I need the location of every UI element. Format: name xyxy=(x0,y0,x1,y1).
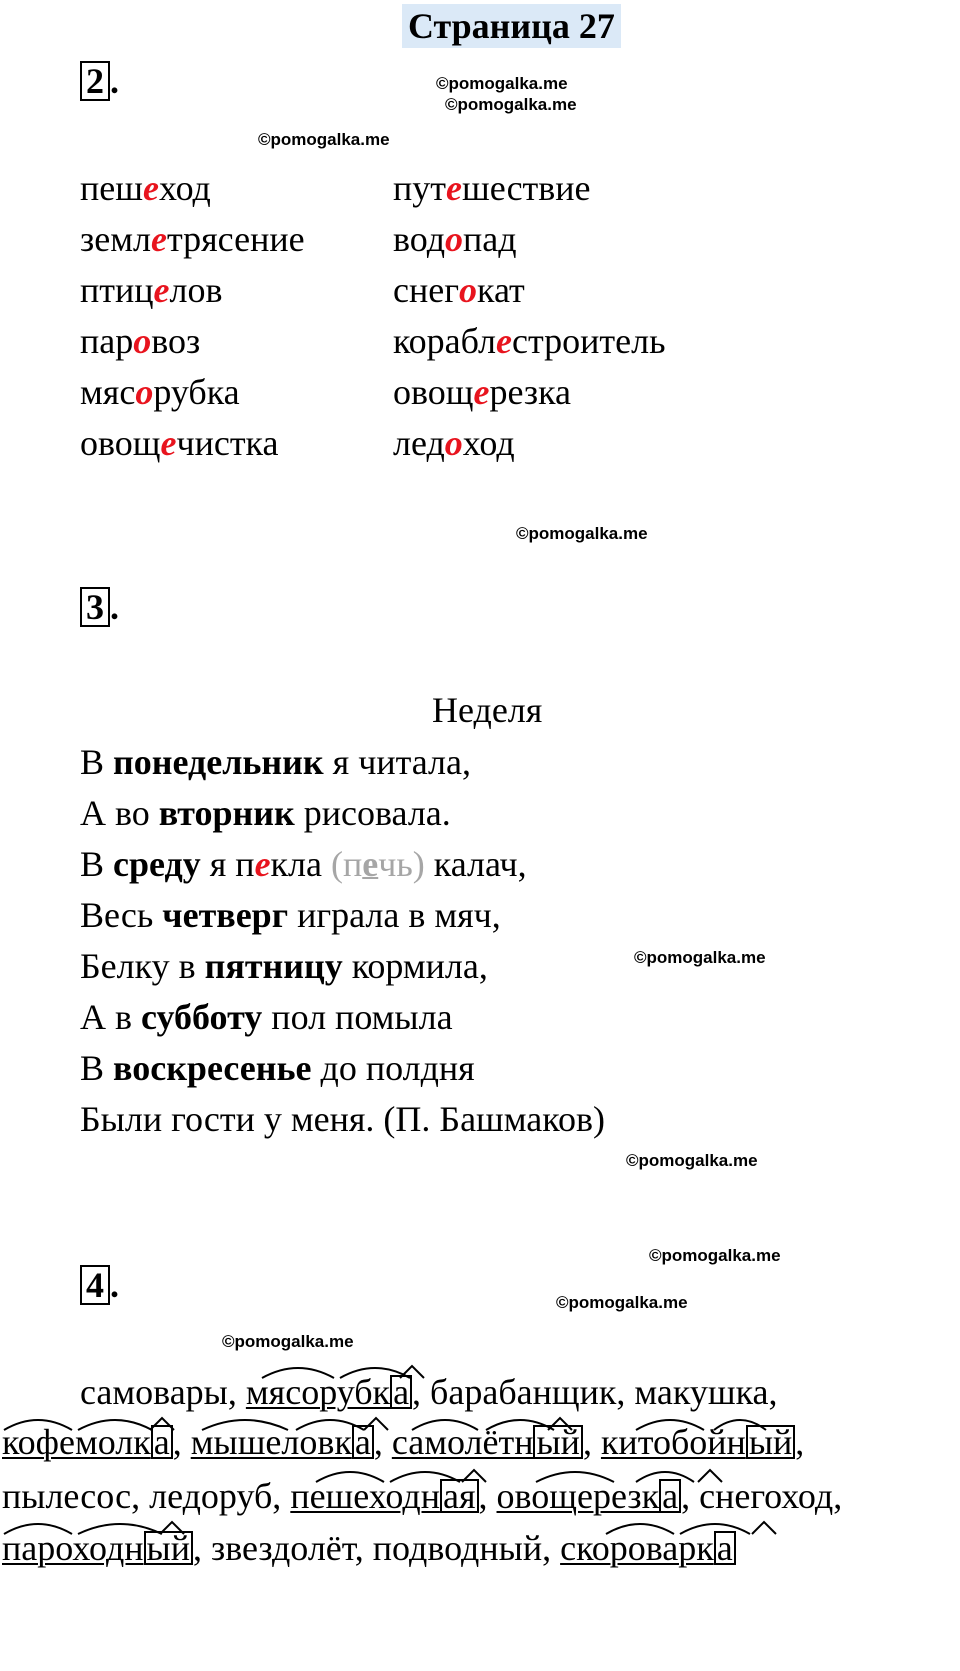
word-item: мясорубка xyxy=(80,372,240,412)
word-column-right xyxy=(393,168,666,474)
root-arc xyxy=(262,1368,334,1378)
word-item: пешеход xyxy=(80,168,211,208)
ending-box: а xyxy=(352,1425,374,1459)
root-arc xyxy=(714,1420,766,1430)
analyzed-word: скороварка xyxy=(560,1528,736,1568)
poem-title: Неделя xyxy=(432,690,543,730)
watermark: ©pomogalka.me xyxy=(445,95,577,114)
word-item: овощерезка xyxy=(393,372,572,412)
root-arc xyxy=(486,1420,554,1430)
ending-box: ый xyxy=(746,1425,795,1459)
root-arcs xyxy=(0,1350,960,1580)
word-analysis-line: кофемолка, мышеловка, самолётный, китобойный, xyxy=(2,1422,805,1462)
root-arc xyxy=(4,1420,72,1430)
analyzed-word: мясорубка xyxy=(246,1372,412,1412)
word-analysis-line: самовары, мясорубка, барабанщик, макушка, xyxy=(80,1372,778,1412)
ending-box: ый xyxy=(144,1531,193,1565)
watermark: ©pomogalka.me xyxy=(626,1151,758,1170)
hint-word: (печь) xyxy=(330,844,425,884)
watermark: ©pomogalka.me xyxy=(516,524,648,543)
suffix-mark xyxy=(400,1366,424,1378)
root-arc xyxy=(78,1524,162,1534)
analyzed-word: самолётный xyxy=(392,1422,583,1462)
ending-box: ая xyxy=(440,1479,479,1513)
word-item: кораблестроитель xyxy=(393,321,666,361)
root-arc xyxy=(202,1420,288,1430)
suffix-mark xyxy=(698,1470,722,1482)
poem-line: А во вторник рисовала. xyxy=(80,793,451,833)
root-arc xyxy=(536,1472,614,1482)
watermark: ©pomogalka.me xyxy=(634,948,766,967)
suffix-mark xyxy=(752,1522,776,1534)
root-arc xyxy=(636,1472,694,1482)
suffix-mark xyxy=(364,1418,388,1430)
analyzed-word: пешеходная xyxy=(290,1476,478,1516)
analyzed-word: кофемолка xyxy=(2,1422,173,1462)
word-item: снегокат xyxy=(393,270,525,310)
word-item: паровоз xyxy=(80,321,201,361)
root-arc xyxy=(390,1472,460,1482)
ending-box: а xyxy=(151,1425,173,1459)
word-item: овощечистка xyxy=(80,423,279,463)
word-analysis-line: пароходный, звездолёт, подводный, скороварка xyxy=(2,1528,736,1568)
page-title: Страница 27 xyxy=(402,4,621,48)
exercise-number: 2 . xyxy=(80,61,119,101)
analyzed-word: мышеловка xyxy=(191,1422,374,1462)
analyzed-word: овощерезка xyxy=(497,1476,682,1516)
root-arc xyxy=(606,1524,674,1534)
root-arc xyxy=(4,1524,72,1534)
poem-line: Весь четверг играла в мяч, xyxy=(80,895,501,935)
word-item: ледоход xyxy=(393,423,515,463)
poem-line: В понедельник я читала, xyxy=(80,742,471,782)
watermark: ©pomogalka.me xyxy=(556,1293,688,1312)
ending-box: а xyxy=(714,1531,736,1565)
analyzed-word: пароходный xyxy=(2,1528,193,1568)
word-item: водопад xyxy=(393,219,517,259)
exercise-number: 3 . xyxy=(80,587,119,627)
watermark: ©pomogalka.me xyxy=(222,1332,354,1351)
ending-box: ый xyxy=(533,1425,582,1459)
word-item: путешествие xyxy=(393,168,591,208)
watermark: ©pomogalka.me xyxy=(436,74,568,93)
poem-line: А в субботу пол помыла xyxy=(80,997,453,1037)
root-arc xyxy=(680,1524,750,1534)
suffix-mark xyxy=(150,1418,174,1430)
poem-line: В воскресенье до полдня xyxy=(80,1048,475,1088)
ending-box: а xyxy=(659,1479,681,1513)
poem-body xyxy=(80,742,605,1150)
ending-box: а xyxy=(390,1375,412,1409)
watermark: ©pomogalka.me xyxy=(258,130,390,149)
word-analysis-line: пылесос, ледоруб, пешеходная, овощерезка, снегоход, xyxy=(2,1476,843,1516)
root-arc xyxy=(636,1420,704,1430)
exercise-number: 4 . xyxy=(80,1265,119,1305)
poem-line: В среду я пекла (печь) калач, xyxy=(80,844,527,884)
root-arc xyxy=(296,1420,364,1430)
word-item: землетрясение xyxy=(80,219,305,259)
word-column-left xyxy=(80,168,305,474)
root-arc xyxy=(316,1472,384,1482)
watermark: ©pomogalka.me xyxy=(649,1246,781,1265)
root-arc xyxy=(78,1420,152,1430)
poem-line: Белку в пятницу кормила, xyxy=(80,946,488,986)
suffix-mark xyxy=(160,1522,184,1534)
analyzed-word: китобойный xyxy=(601,1422,795,1462)
poem-line: Были гости у меня. (П. Башмаков) xyxy=(80,1099,605,1139)
root-arc xyxy=(412,1420,478,1430)
suffix-mark xyxy=(462,1470,486,1482)
word-item: птицелов xyxy=(80,270,223,310)
root-arc xyxy=(340,1368,410,1378)
